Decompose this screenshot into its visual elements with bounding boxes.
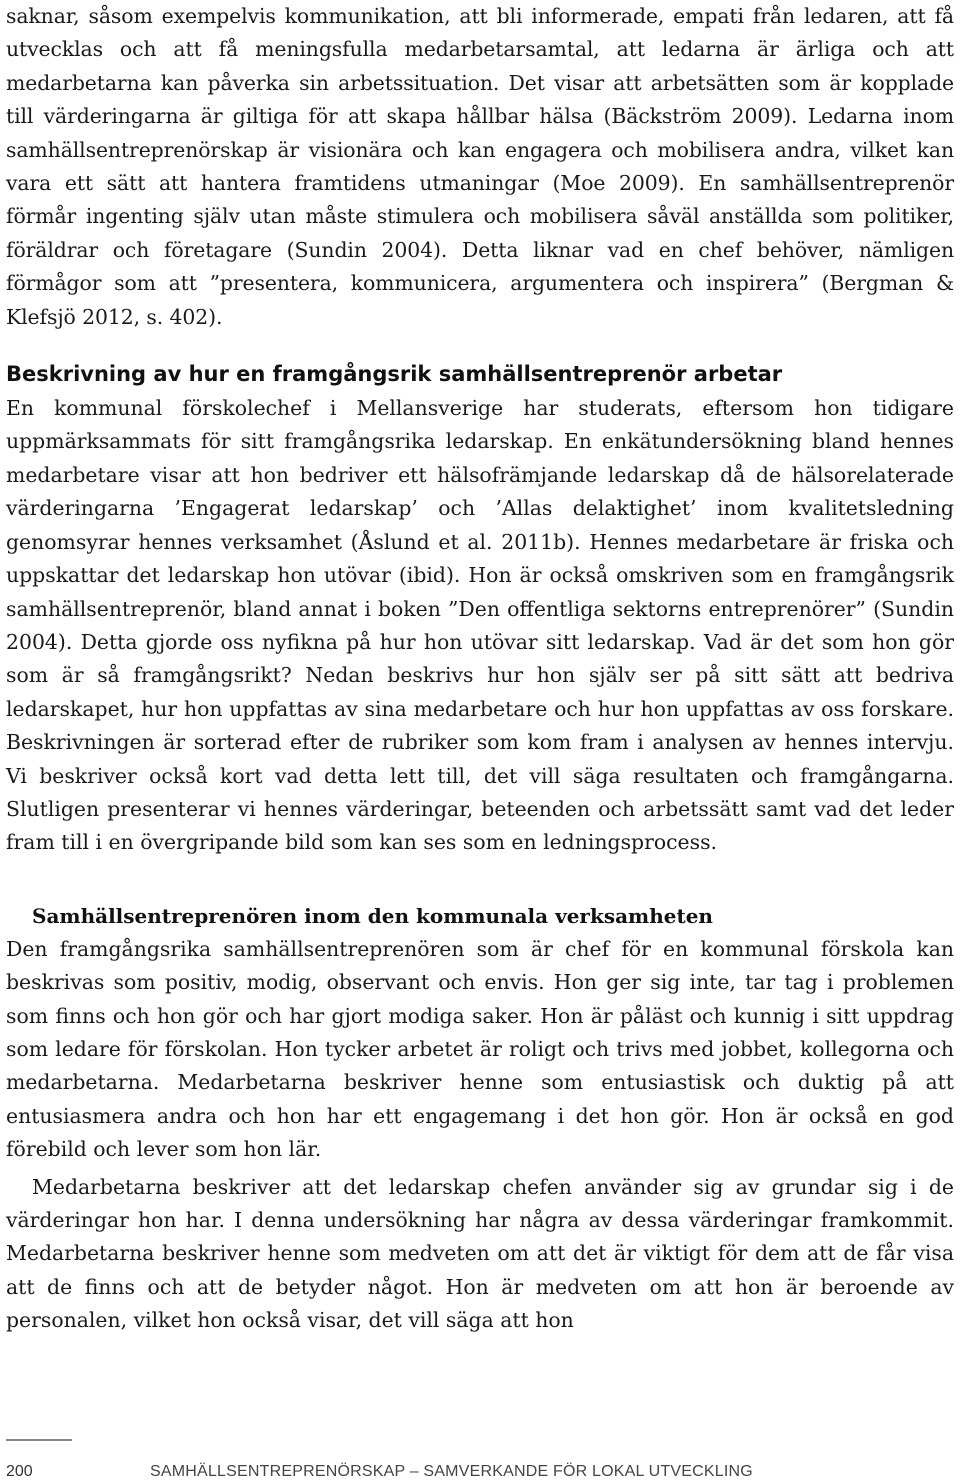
subsection-heading: Samhällsentreprenören inom den kommunala verksamheten bbox=[32, 903, 713, 928]
paragraph-intro: saknar, såsom exempelvis kommunikation, att bli informerade, empati från ledaren, att få utvecklas och att få meningsfulla medarbetarsamtal, att ledarna är ärliga och att medarbetarna kan påverka sin arbetssituation. Det visar att arbetsätten som är kopplade till värderingarna är giltiga för att skapa hållbar hälsa (Bäckström 2009). Ledarna inom samhällsentreprenörskap är visionära och kan engagera och mobilisera andra, vilket kan vara ett sätt att hantera framtidens utmaningar (Moe 2009). En samhällsentreprenör förmår ingenting själv utan måste stimulera och mobilisera såväl anställda som politiker, föräldrar och företagare (Sundin 2004). Detta liknar vad en chef behöver, nämligen förmågor som att ”presentera, kommunicera, argumentera och inspirera” (Bergman & Klefsjö 2012, s. 402). bbox=[6, 4, 954, 329]
paragraph-subsection-1: Den framgångsrika samhällsentreprenören som är chef för en kommunal förskola kan beskrivas som positiv, modig, observant och envis. Hon ger sig inte, tar tag i problemen som finns och hon gör och har gjort modiga saker. Hon är påläst och kunnig i sitt uppdrag som ledare för förskolan. Hon tycker arbetet är roligt och trivs med jobbet, kollegorna och medarbetarna. Medarbetarna beskriver henne som entusiastisk och duktig på att entusiasmera andra och hon har ett engagemang i det hon gör. Hon är också en god förebild och lever som hon lär. bbox=[6, 936, 954, 1162]
page-number: 200 bbox=[6, 1463, 33, 1480]
paragraph-main: En kommunal förskolechef i Mellansverige har studerats, eftersom hon tidigare uppmärksammats för sitt framgångsrika ledarskap. En enkätundersökning bland hennes medarbetare visar att hon bedriver ett hälsofrämjande ledarskap då de hälsorelaterade värderingarna ’Engagerat ledarskap’ och ’Allas delaktighet’ inom kvalitetsledning genomsyrar hennes verksamhet (Åslund et al. 2011b). Hennes medarbetare är friska och uppskattar det ledarskap hon utövar (ibid). Hon är också omskriven som en framgångsrik samhällsentreprenör, bland annat i boken ”Den offentliga sektorns entreprenörer” (Sundin 2004). Detta gjorde oss nyfikna på hur hon utövar sitt ledarskap. Vad är det som hon gör som är så framgångsrikt? Nedan beskrivs hur hon själv ser på sitt sätt att bedriva ledarskapet, hur hon uppfattas av sina medarbetare och hur hon uppfattas av oss forskare. Beskrivningen är sorterad efter de rubriker som kom fram i analysen av hennes intervju. Vi beskriver också kort vad detta lett till, det vill säga resultaten och framgångarna. Slutligen presenterar vi hennes värderingar, beteenden och arbetssätt samt vad det leder fram till i en övergripande bild som kan ses som en ledningsprocess. bbox=[6, 396, 954, 855]
page-footer bbox=[6, 1439, 954, 1483]
paragraph-subsection-2: Medarbetarna beskriver att det ledarskap chefen använder sig av grundar sig i de värderingar hon har. I denna undersökning har några av dessa värderingar framkommit. Medarbetarna beskriver henne som medveten om att det är viktigt för dem att de får visa att de finns och att de betyder något. Hon är medveten om att hon är beroende av personalen, vilket hon också visar, det vill säga att hon bbox=[6, 1174, 954, 1333]
running-title: SAMHÄLLSENTREPRENÖRSKAP – SAMVERKANDE FÖR LOKAL UTVECKLING bbox=[150, 1463, 753, 1480]
section-heading: Beskrivning av hur en framgångsrik samhällsentreprenör arbetar bbox=[6, 362, 783, 387]
footer-rule bbox=[6, 1439, 72, 1441]
